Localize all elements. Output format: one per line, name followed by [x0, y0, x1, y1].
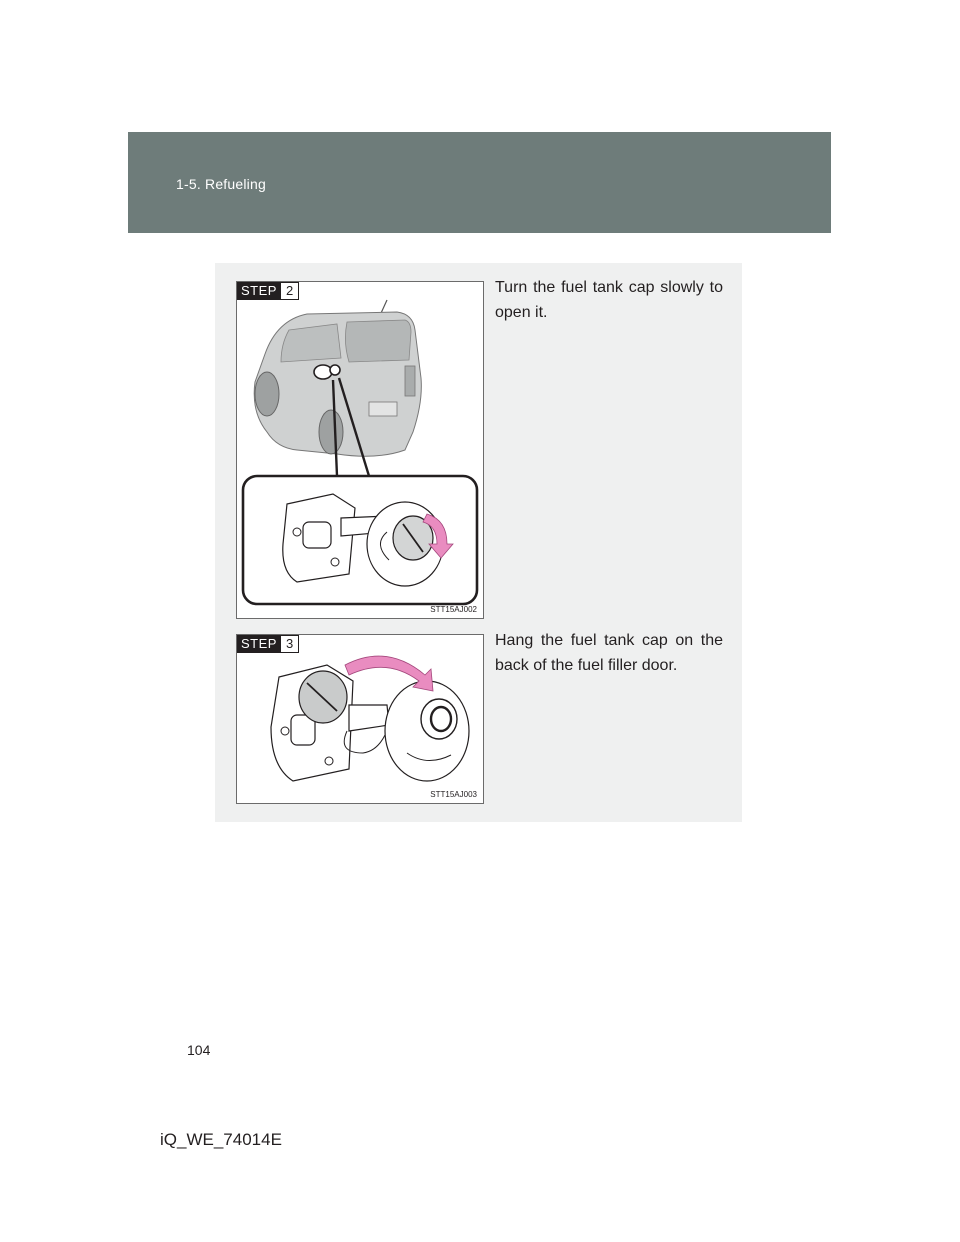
step-2-illustration	[236, 281, 484, 619]
content-panel	[215, 263, 742, 822]
step-number: 2	[281, 283, 298, 299]
step-2-instruction: Turn the fuel tank cap slowly to open it.	[495, 279, 723, 321]
step-3-badge	[237, 635, 299, 653]
document-code: iQ_WE_74014E	[160, 1130, 282, 1149]
step-label: STEP	[238, 283, 281, 299]
header-band	[128, 132, 831, 233]
step-3-illustration	[236, 634, 484, 804]
cap-hanging-drawing	[237, 635, 483, 803]
step-number: 3	[281, 636, 298, 652]
step-2-badge	[237, 282, 299, 300]
figure-code: STT15AJ002	[430, 605, 477, 614]
car-fuel-door-drawing	[237, 282, 483, 618]
step-3-instruction: Hang the fuel tank cap on the back of the fuel filler door.	[495, 632, 723, 674]
curved-arrow-icon	[345, 656, 433, 691]
section-title: 1-5. Refueling	[176, 176, 266, 192]
figure-code: STT15AJ003	[430, 790, 477, 799]
step-label: STEP	[238, 636, 281, 652]
page-number: 104	[187, 1042, 211, 1058]
